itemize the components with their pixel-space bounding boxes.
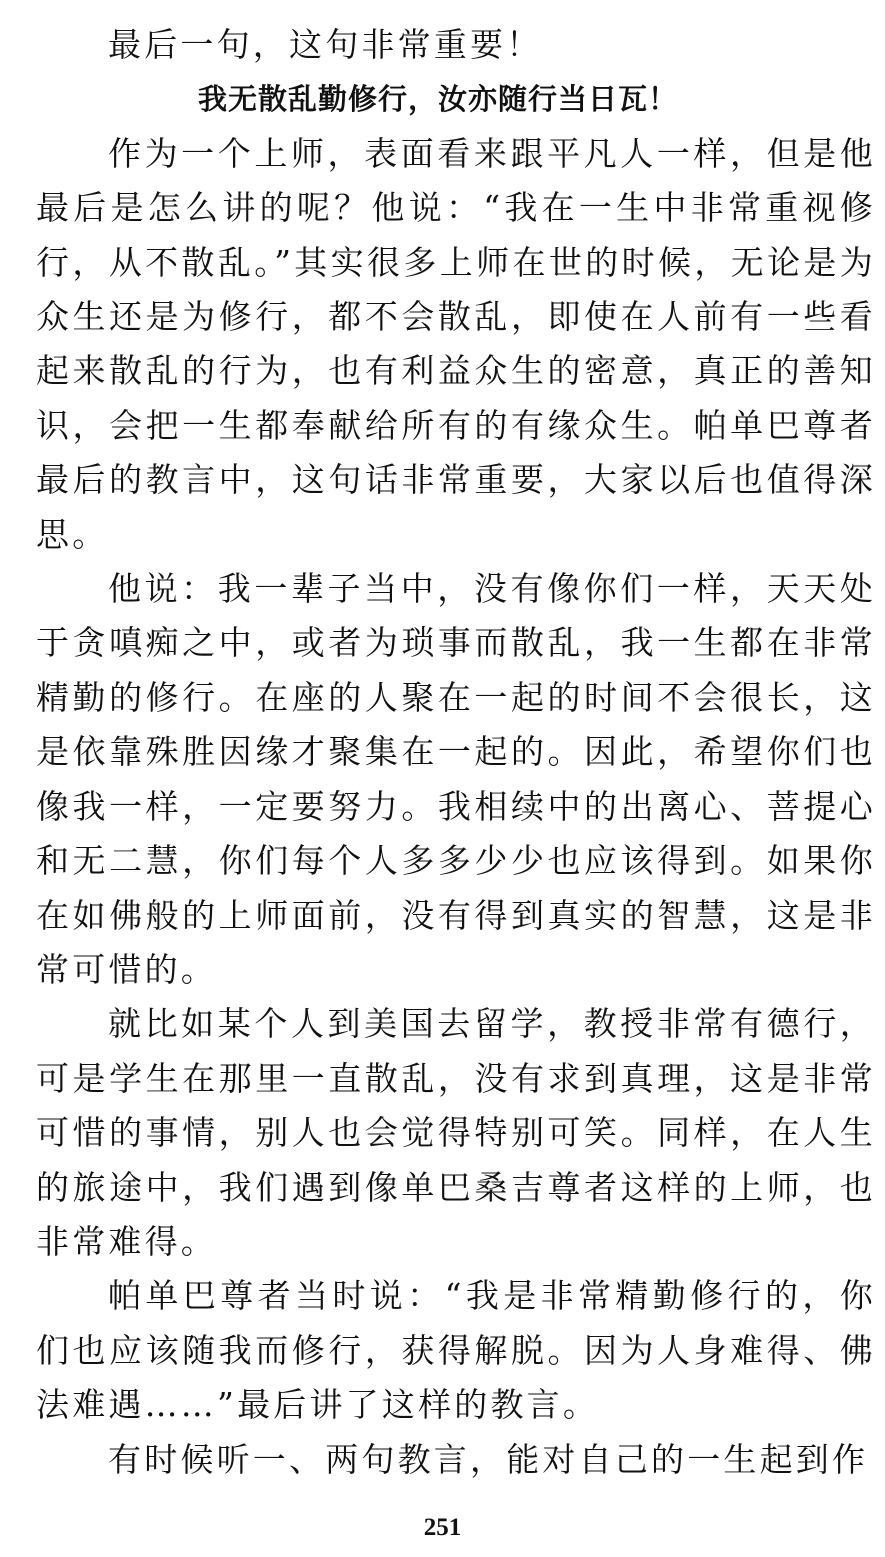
- intro-paragraph: 最后一句，这句非常重要！: [108, 25, 543, 64]
- body-paragraph: 他说：我一辈子当中，没有像你们一样，天天处于贪嗔痴之中，或者为琐事而散乱，我一生都在非常精勤的修行。在座的人聚在一起的时间不会很长，这是依靠殊胜因缘才聚集在一起的。因此，希望你们也像我一样，一定要努力。我相续中的出离心、菩提心和无二慧，你们每个人多多少少也应该得到。如果你在如佛般的上师面前，没有得到真实的智慧，这是非常可惜的。: [36, 569, 876, 989]
- page-body: [36, 18, 876, 1487]
- page-number: 251: [423, 1514, 462, 1541]
- body-paragraph: 帕单巴尊者当时说：“我是非常精勤修行的，你们也应该随我而修行，获得解脱。因为人身难得、佛法难遇……”最后讲了这样的教言。: [36, 1276, 876, 1425]
- body-paragraph: 有时候听一、两句教言，能对自己的一生起到作: [108, 1439, 869, 1479]
- verse-line: 我无散乱勤修行，汝亦随行当日瓦！: [198, 82, 679, 117]
- body-paragraph: 作为一个上师，表面看来跟平凡人一样，但是他最后是怎么讲的呢？他说：“我在一生中非常重视修行，从不散乱。”其实很多上师在世的时候，无论是为众生还是为修行，都不会散乱，即使在人前有一些看起来散乱的行为，也有利益众生的密意，真正的善知识，会把一生都奉献给所有的有缘众生。帕单巴尊者最后的教言中，这句话非常重要，大家以后也值得深思。: [36, 133, 876, 554]
- body-paragraph: 就比如某个人到美国去留学，教授非常有德行，可是学生在那里一直散乱，没有求到真理，这是非常可惜的事情，别人也会觉得特别可笑。同样，在人生的旅途中，我们遇到像单巴桑吉尊者这样的上师，也非常难得。: [36, 1004, 876, 1261]
